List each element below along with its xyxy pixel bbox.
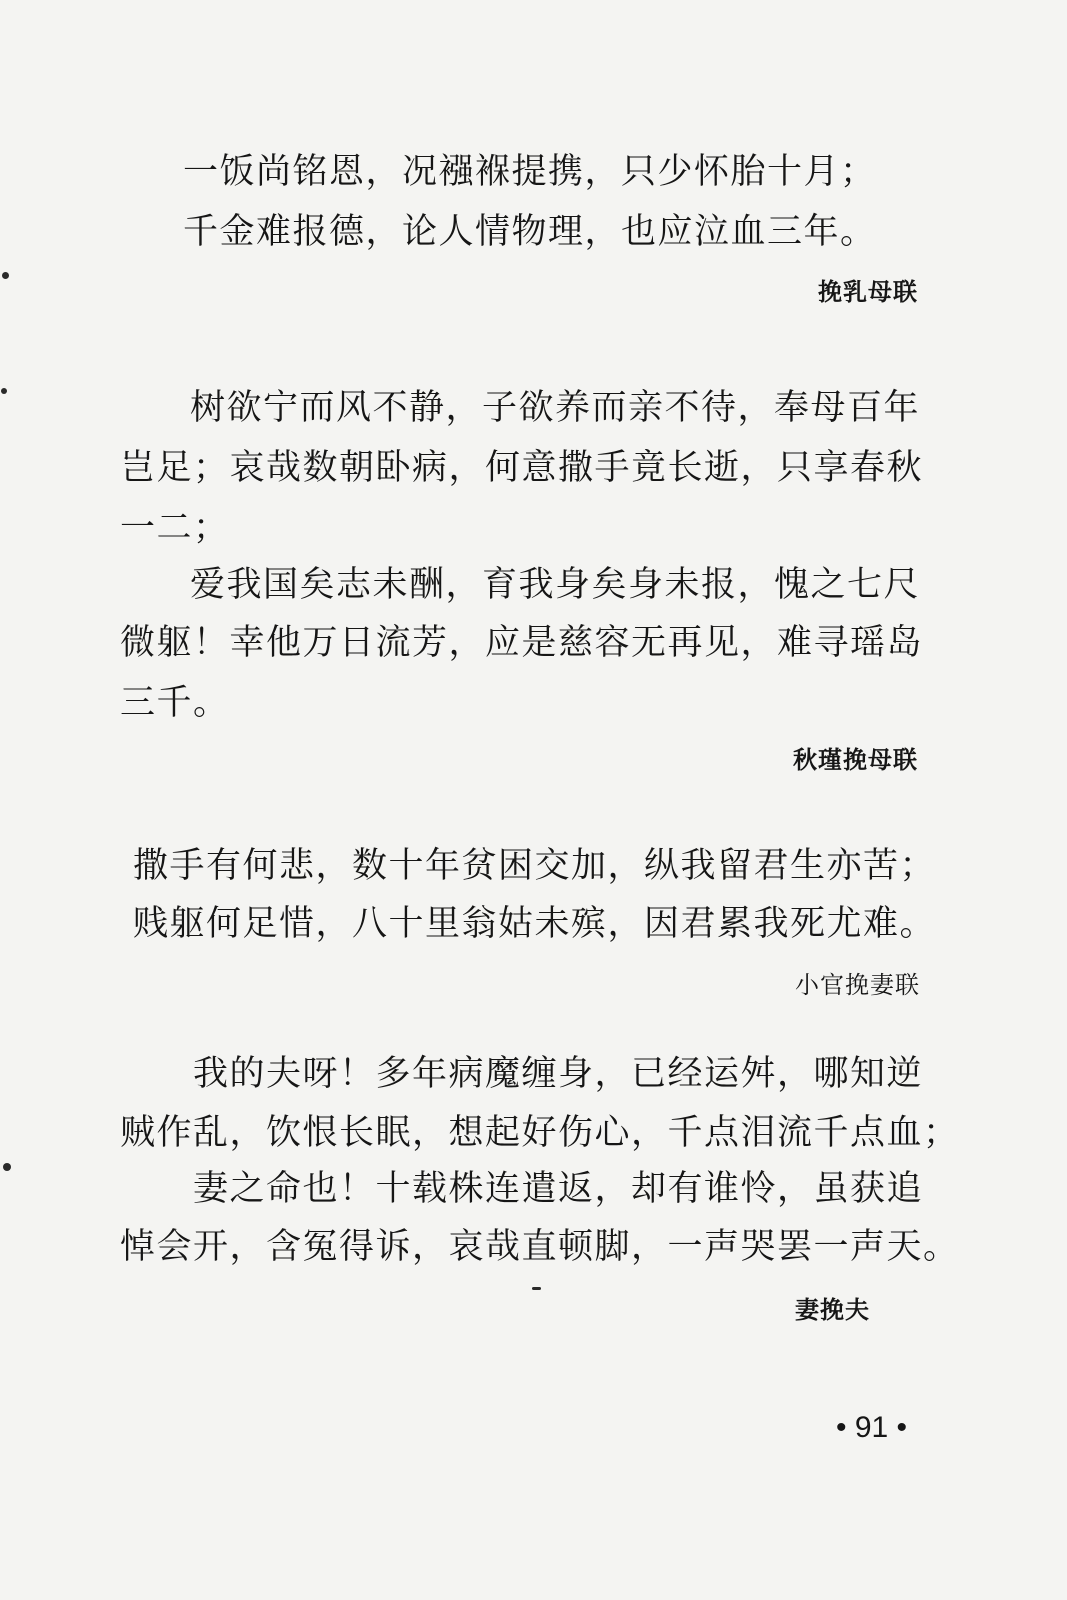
couplet-2-line-6: 三千。	[120, 683, 230, 723]
couplet-4-line-1: 我的夫呀！多年病魔缠身，已经运舛，哪知逆	[193, 1054, 924, 1094]
couplet-2-line-1: 树欲宁而风不静，子欲养而亲不待，奉母百年	[190, 388, 921, 428]
couplet-1-line-2: 千金难报德，论人情物理，也应泣血三年。	[183, 212, 877, 252]
couplet-4-line-4: 悼会开，含冤得诉，哀哉直顿脚，一声哭罢一声天。	[120, 1227, 960, 1267]
scan-speck	[3, 1163, 11, 1171]
scan-speck	[2, 272, 9, 279]
couplet-2-caption: 秋瑾挽母联	[793, 745, 918, 774]
couplet-4-line-2: 贼作乱，饮恨长眠，想起好伤心，千点泪流千点血；	[120, 1113, 960, 1153]
page-number: • 91 •	[836, 1411, 908, 1444]
scan-speck	[532, 1287, 541, 1290]
couplet-2-line-2: 岂足；哀哉数朝卧病，何意撒手竟长逝，只享春秋	[120, 448, 924, 488]
couplet-2-line-4: 爱我国矣志未酬，育我身矣身未报，愧之七尺	[190, 565, 921, 605]
couplet-3-line-2: 贱躯何足惜，八十里翁姑未殡，因君累我死尤难。	[133, 904, 937, 944]
couplet-4-line-3: 妻之命也！十载株连遣返，却有谁怜，虽获追	[193, 1169, 924, 1209]
couplet-1-caption: 挽乳母联	[818, 277, 918, 306]
couplet-4-caption: 妻挽夫	[795, 1295, 870, 1324]
couplet-2-line-5: 微躯！幸他万日流芳，应是慈容无再见，难寻瑶岛	[120, 623, 924, 663]
couplet-2-line-3: 一二；	[120, 508, 230, 548]
couplet-3-caption: 小官挽妻联	[795, 971, 920, 999]
couplet-3-line-1: 撒手有何悲，数十年贫困交加，纵我留君生亦苦；	[133, 846, 937, 886]
couplet-1-line-1: 一饭尚铭恩，况襁褓提携，只少怀胎十月；	[183, 152, 877, 192]
scan-speck	[1, 388, 7, 394]
